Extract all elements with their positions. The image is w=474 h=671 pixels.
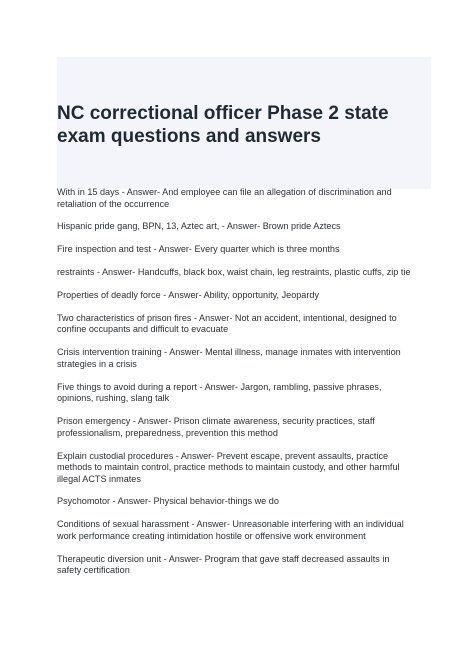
qa-list xyxy=(57,187,435,588)
qa-item-4: restraints - Answer- Handcuffs, black box, waist chain, leg restraints, plastic cuffs, zip tie xyxy=(57,267,411,278)
qa-item-13: Therapeutic diversion unit - Answer- Program that gave staff decreased assaults in safety certification xyxy=(57,553,390,576)
qa-item-12: Conditions of sexual harassment - Answer- Unreasonable interfering with an individual work performance creating intimidation hostile or offensive work environment xyxy=(57,519,404,541)
qa-item-2: Hispanic pride gang, BPN, 13, Aztec art, - Answer- Brown pride Aztecs xyxy=(57,221,341,232)
qa-item-11: Psychomotor - Answer- Physical behavior-things we do xyxy=(57,496,279,507)
qa-item-3: Fire inspection and test - Answer- Every quarter which is three months xyxy=(57,244,340,255)
qa-item-8: Five things to avoid during a report - Answer- Jargon, rambling, passive phrases, opinions, rushing, slang talk xyxy=(57,381,382,404)
qa-item-6: Two characteristics of prison fires - Answer- Not an accident, intentional, designed to confine occupants and difficult to evacuate xyxy=(57,312,397,335)
qa-item-9: Prison emergency - Answer- Prison climate awareness, security practices, staff professionalism, preparedness, prevention this method xyxy=(57,416,375,438)
document-title: NC correctional officer Phase 2 state exam questions and answers xyxy=(57,103,389,147)
qa-item-10: Explain custodial procedures - Answer- Prevent escape, prevent assaults, practice methods to maintain control, practice methods to maintain custody, and other harmful illegal ACTS inmates xyxy=(57,450,400,484)
qa-item-7: Crisis intervention training - Answer- Mental illness, manage inmates with intervention strategies in a crisis xyxy=(57,347,401,369)
qa-item-1: With in 15 days - Answer- And employee can file an allegation of discrimination and retaliation of the occurrence xyxy=(57,187,392,209)
qa-item-5: Properties of deadly force - Answer- Ability, opportunity, Jeopardy xyxy=(57,290,319,301)
